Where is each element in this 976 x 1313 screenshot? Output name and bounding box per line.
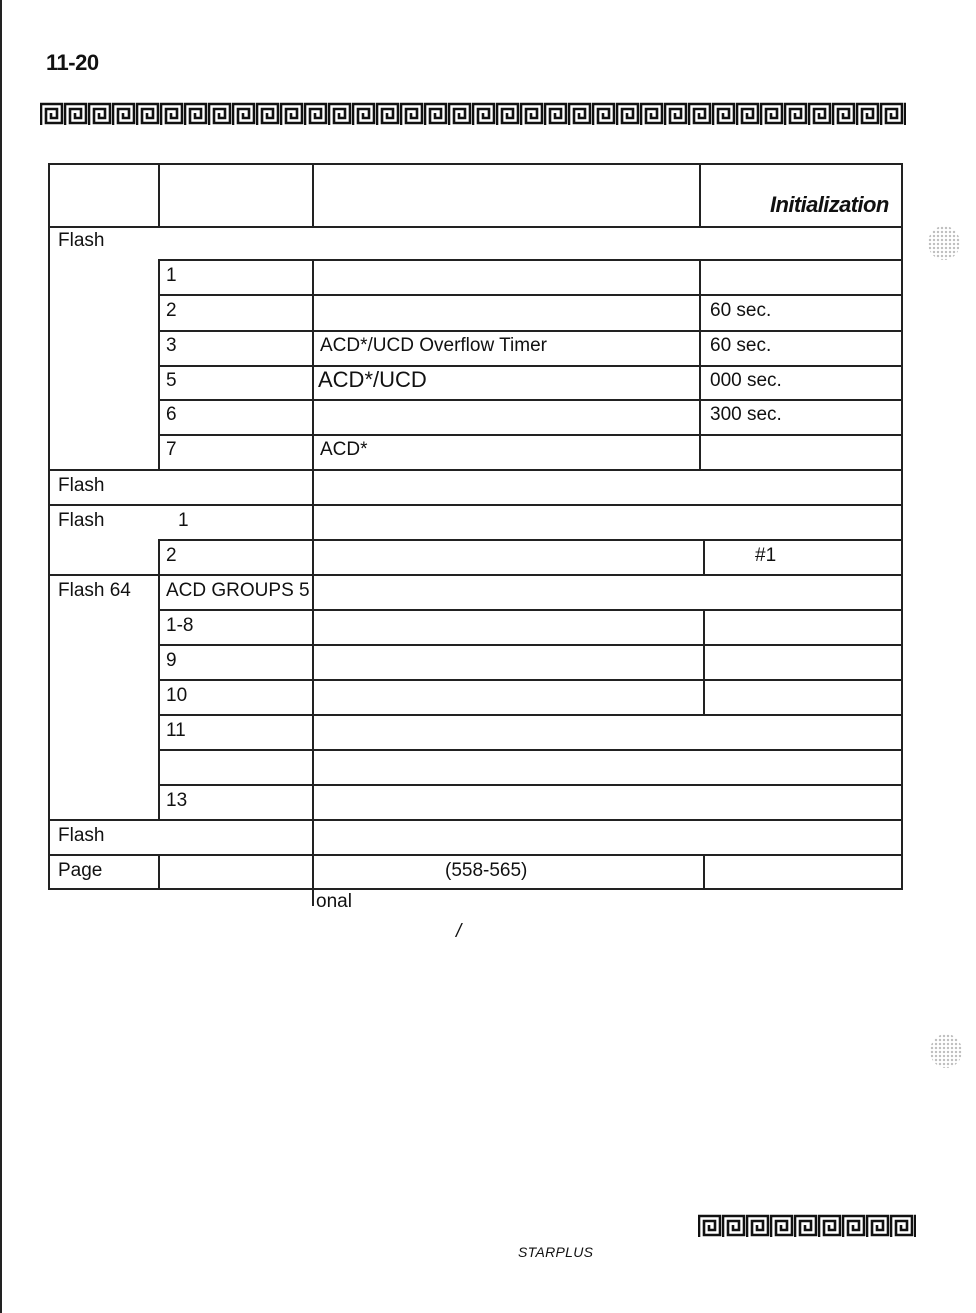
row-18-description: (558-565) [445, 860, 528, 881]
row-4-description: ACD*/UCD Overflow Timer [320, 335, 547, 356]
row-7-description: ACD* [320, 439, 368, 460]
row-14-item: 10 [166, 685, 188, 706]
row-3-value: 60 sec. [710, 300, 772, 321]
row-1-section: Flash [58, 230, 105, 251]
row-16-item: 13 [166, 790, 188, 811]
below-table-note: onal [316, 891, 352, 912]
row-5-description: ACD*/UCD [318, 367, 427, 392]
row-18-section: Page [58, 860, 103, 881]
row-15-item: 11 [166, 720, 186, 741]
footer-starplus: STARPLUS [518, 1244, 594, 1260]
row-3-item: 2 [166, 300, 177, 321]
row-9-section: Flash [58, 510, 105, 531]
row-7-item: 7 [166, 439, 177, 460]
row-8-section: Flash [58, 475, 105, 496]
row-2-item: 1 [166, 265, 177, 286]
page-left-rule [0, 0, 2, 1313]
row-4-item: 3 [166, 335, 177, 356]
row-12-item: 1-8 [166, 615, 194, 636]
row-5-item: 5 [166, 370, 177, 391]
page-number: 11-20 [46, 50, 99, 75]
row-11-item: ACD GROUPS 5 [166, 580, 310, 601]
row-5-value: 000 sec. [710, 370, 782, 391]
row-11-section: Flash 64 [58, 580, 131, 601]
scan-speck-top [928, 226, 960, 260]
greek-key-border-top [40, 102, 906, 126]
greek-key-border-bottom [698, 1214, 916, 1238]
scan-speck-bottom [930, 1034, 962, 1068]
header-initialization: Initialization [770, 192, 889, 217]
row-10-value: #1 [755, 545, 777, 566]
row-10-item: 2 [166, 545, 177, 566]
slash-mark: / [456, 921, 462, 942]
row-9-item: 1 [178, 510, 189, 531]
row-17-section: Flash [58, 825, 105, 846]
row-6-value: 300 sec. [710, 404, 782, 425]
row-13-item: 9 [166, 650, 177, 671]
row-4-value: 60 sec. [710, 335, 772, 356]
row-6-item: 6 [166, 404, 177, 425]
